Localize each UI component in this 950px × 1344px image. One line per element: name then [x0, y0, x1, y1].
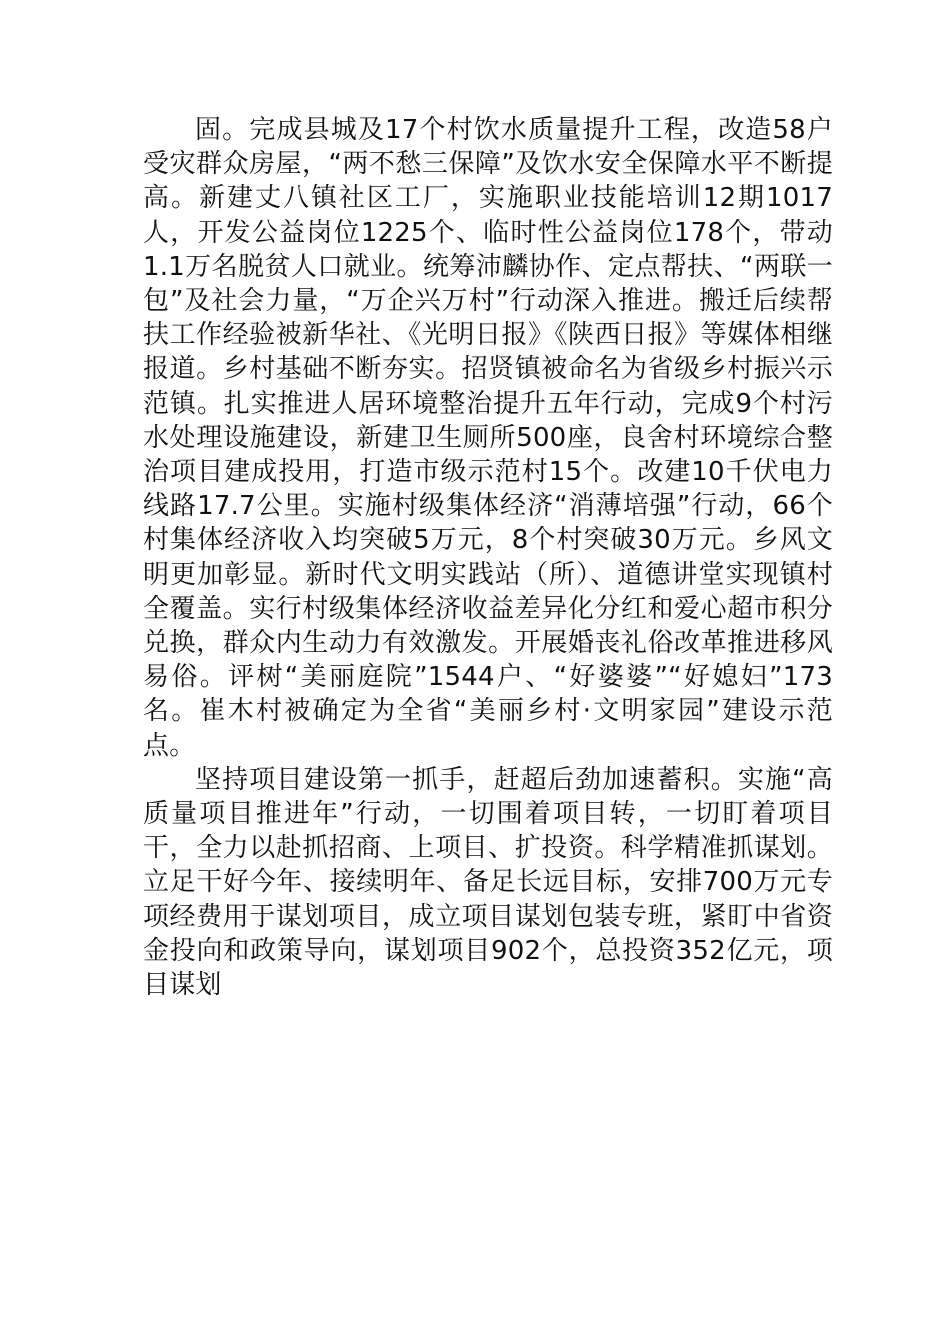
- paragraph-1: 固。完成县城及17个村饮水质量提升工程，改造58户受灾群众房屋，“两不愁三保障”及饮水安全保障水平不断提高。新建丈八镇社区工厂，实施职业技能培训12期1017人，开发公益岗位1225个、临时性公益岗位178个，带动1.1万名脱贫人口就业。统筹沛麟协作、定点帮扶、“两联一包”及社会力量，“万企兴万村”行动深入推进。搬迁后续帮扶工作经验被新华社、《光明日报》《陕西日报》等媒体相继报道。乡村基础不断夯实。招贤镇被命名为省级乡村振兴示范镇。扎实推进人居环境整治提升五年行动，完成9个村污水处理设施建设，新建卫生厕所500座，良舍村环境综合整治项目建成投用，打造市级示范村15个。改建10千伏电力线路17.7公里。实施村级集体经济“消薄培强”行动，66个村集体经济收入均突破5万元，8个村突破30万元。乡风文明更加彰显。新时代文明实践站（所）、道德讲堂实现镇村全覆盖。实行村级集体经济收益差异化分红和爱心超市积分兑换，群众内生动力有效激发。开展婚丧礼俗改革推进移风易俗。评树“美丽庭院”1544户、“好婆婆”“好媳妇”173名。崔木村被确定为全省“美丽乡村·文明家园”建设示范点。: [143, 115, 833, 761]
- paragraph-2: 坚持项目建设第一抓手，赶超后劲加速蓄积。实施“高质量项目推进年”行动，一切围着项目转，一切盯着项目干，全力以赴抓招商、上项目、扩投资。科学精准抓谋划。立足干好今年、接续明年、备足长远目标，安排700万元专项经费用于谋划项目，成立项目谋划包装专班，紧盯中省资金投向和政策导向，谋划项目902个，总投资352亿元，项目谋划: [143, 764, 833, 1001]
- document-body: [143, 113, 833, 1002]
